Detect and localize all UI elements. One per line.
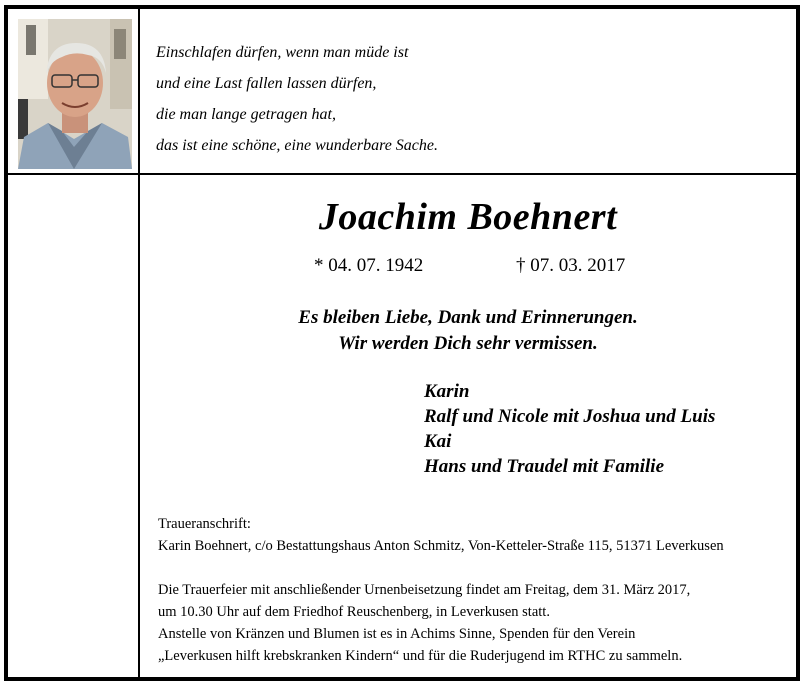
mourner-entry: Ralf und Nicole mit Joshua und Luis: [424, 406, 716, 427]
address-text: Karin Boehnert, c/o Bestattungshaus Anton Schmitz, Von-Ketteler-Straße 115, 51371 Leverkusen: [158, 538, 724, 554]
notice-line: Die Trauerfeier mit anschließender Urnenbeisetzung findet am Freitag, dem 31. März 2017,: [158, 582, 691, 598]
mourners-list: [424, 379, 715, 479]
funeral-notice: [158, 579, 690, 667]
poem-line: Einschlafen dürfen, wenn man müde ist: [156, 44, 409, 61]
poem-line: und eine Last fallen lassen dürfen,: [156, 75, 377, 92]
motto-line: Es bleiben Liebe, Dank und Erinnerungen.: [298, 307, 638, 328]
portrait-photo: [18, 19, 132, 169]
poem: [156, 37, 438, 161]
mourner-entry: Hans und Traudel mit Familie: [424, 456, 665, 477]
motto: [140, 305, 796, 357]
mourner-entry: Karin: [424, 381, 470, 402]
motto-line: Wir werden Dich sehr vermissen.: [338, 333, 598, 354]
birth-date: * 04. 07. 1942: [314, 255, 424, 276]
notice-line: Anstelle von Kränzen und Blumen ist es in Achims Sinne, Spenden für den Verein: [158, 626, 636, 642]
deceased-name: Joachim Boehnert: [318, 196, 618, 238]
notice-line: um 10.30 Uhr auf dem Friedhof Reuschenberg, in Leverkusen statt.: [158, 604, 550, 620]
mourner-entry: Kai: [424, 431, 452, 452]
obituary-frame: [4, 5, 800, 681]
condolence-address: [158, 513, 724, 557]
horizontal-divider: [8, 173, 796, 175]
poem-line: das ist eine schöne, eine wunderbare Sache.: [156, 137, 439, 154]
address-label: Traueranschrift:: [158, 516, 251, 532]
notice-line: „Leverkusen hilft krebskranken Kindern“ und für die Ruderjugend im RTHC zu sammeln.: [158, 648, 683, 664]
poem-line: die man lange getragen hat,: [156, 106, 336, 123]
death-date: † 07. 03. 2017: [516, 255, 626, 276]
portrait-photo-icon: [18, 19, 132, 169]
